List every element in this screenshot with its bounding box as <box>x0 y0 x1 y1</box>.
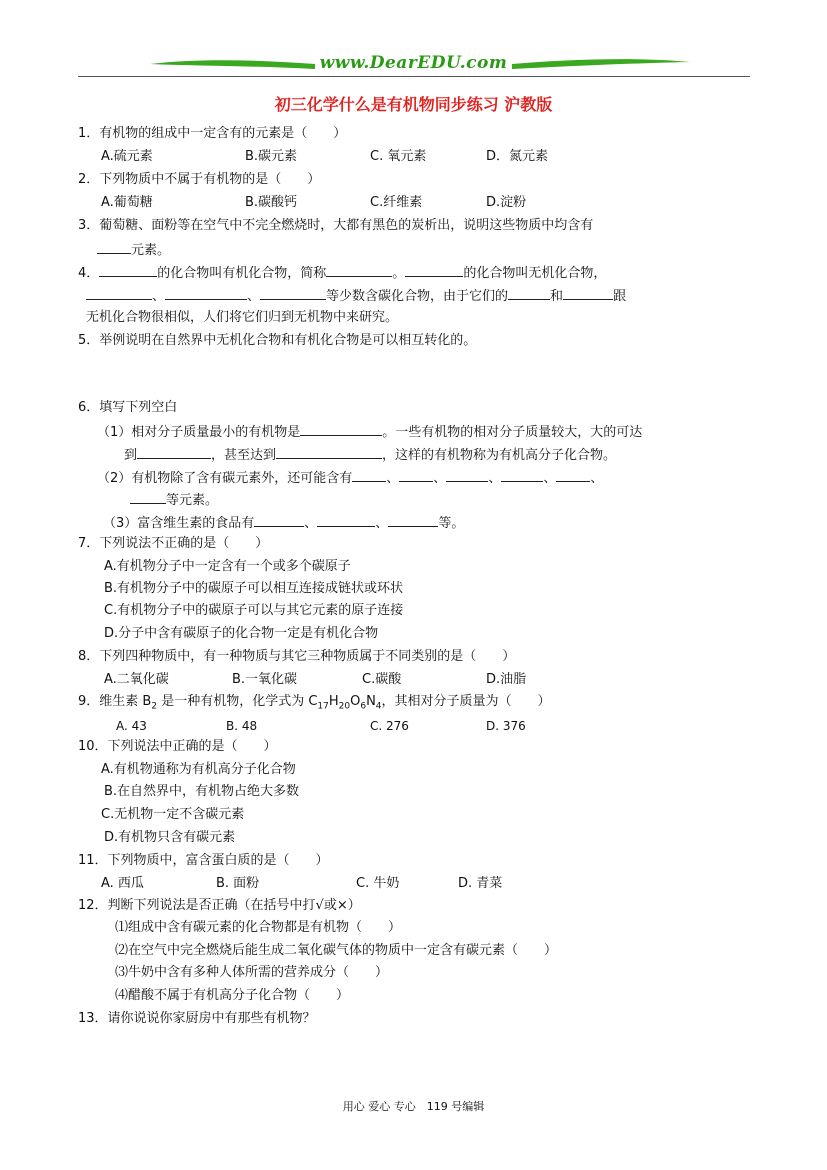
answer-blank[interactable] <box>563 286 613 300</box>
q8-stem: 8．下列四种物质中，有一种物质与其它三种物质属于不同类别的是（ ） <box>78 649 516 664</box>
q3-line2: 元素。 <box>97 240 170 260</box>
q4-line1: 4． 的化合物叫有机化合物，简称 。 的化合物叫无机化合物， <box>78 263 606 283</box>
q6-part2-line1: （2）有机物除了含有碳元素外，还可能含有 、 、 、 、 、 <box>97 468 603 488</box>
answer-blank[interactable] <box>97 240 131 254</box>
q9-option-d: D. 376 <box>486 719 526 733</box>
answer-blank[interactable] <box>254 513 304 527</box>
answer-blank[interactable] <box>388 513 438 527</box>
q1-option-b: B.碳元素 <box>245 149 298 164</box>
q7-option-d: D.分子中含有碳原子的化合物一定是有机化合物 <box>104 626 379 641</box>
q10-option-d: D.有机物只含有碳元素 <box>104 830 236 845</box>
q2-option-c: C.纤维素 <box>370 195 423 210</box>
q2-option-b: B.碳酸钙 <box>245 195 298 210</box>
q1-option-d: D．氮元素 <box>486 149 549 164</box>
q5-stem: 5．举例说明在自然界中无机化合物和有机化合物是可以相互转化的。 <box>78 333 477 348</box>
q9-option-b: B. 48 <box>226 719 258 733</box>
q8-option-d: D.油脂 <box>486 672 527 687</box>
q8-option-b: B.一氧化碳 <box>232 672 298 687</box>
q1-option-c: C. 氧元素 <box>370 149 427 164</box>
q6-part1-line2: 到 ，甚至达到 ，这样的有机物称为有机高分子化合物。 <box>124 445 616 465</box>
answer-blank[interactable] <box>352 468 386 482</box>
q10-stem: 10．下列说法中正确的是（ ） <box>78 739 277 754</box>
answer-blank[interactable] <box>317 513 375 527</box>
q11-option-b: B. 面粉 <box>216 876 260 891</box>
q9-option-a: A. 43 <box>116 719 147 733</box>
q11-option-c: C. 牛奶 <box>356 876 400 891</box>
answer-blank[interactable] <box>501 468 543 482</box>
q1-option-a: A.硫元素 <box>101 149 153 164</box>
header-divider <box>78 76 750 77</box>
q7-option-a: A.有机物分子中一定含有一个或多个碳原子 <box>104 559 351 574</box>
q12-item-1: ⑴组成中含有碳元素的化合物都是有机物（ ） <box>115 920 402 935</box>
q6-stem: 6．填写下列空白 <box>78 400 178 415</box>
q6-part1-line1: （1）相对分子质量最小的有机物是 。一些有机物的相对分子质量较大，大的可达 <box>97 422 642 442</box>
q6-part2-line2: 等元素。 <box>130 490 218 510</box>
q2-stem: 2．下列物质中不属于有机物的是（ ） <box>78 172 321 187</box>
q4-line2: 、 、 等少数含碳化合物，由于它们的 和 跟 <box>86 286 626 306</box>
q10-option-c: C.无机物一定不含碳元素 <box>101 807 245 822</box>
q10-option-b: B.在自然界中，有机物占绝大多数 <box>104 784 300 799</box>
answer-blank[interactable] <box>300 422 382 436</box>
q8-option-c: C.碳酸 <box>362 672 402 687</box>
page-title: 初三化学什么是有机物同步练习 沪教版 <box>274 95 553 114</box>
answer-blank[interactable] <box>326 263 392 277</box>
q7-stem: 7．下列说法不正确的是（ ） <box>78 536 269 551</box>
q12-item-4: ⑷醋酸不属于有机高分子化合物（ ） <box>115 988 350 1003</box>
answer-blank[interactable] <box>556 468 590 482</box>
answer-blank[interactable] <box>99 263 157 277</box>
q8-option-a: A.二氧化碳 <box>104 672 169 687</box>
q13-stem: 13．请你说说你家厨房中有那些有机物？ <box>78 1011 316 1026</box>
page-header <box>0 0 827 90</box>
q9-option-c: C. 276 <box>370 719 409 733</box>
answer-blank[interactable] <box>165 286 247 300</box>
q12-item-3: ⑶牛奶中含有多种人体所需的营养成分（ ） <box>115 965 389 980</box>
answer-blank[interactable] <box>405 263 463 277</box>
answer-blank[interactable] <box>130 490 166 504</box>
q3-line1: 3．葡萄糖、面粉等在空气中不完全燃烧时，大都有黑色的炭析出，说明这些物质中均含有 <box>78 218 594 233</box>
answer-blank[interactable] <box>86 286 152 300</box>
q1-stem: 1．有机物的组成中一定含有的元素是（ ） <box>78 126 347 141</box>
q2-option-a: A.葡萄糖 <box>101 195 153 210</box>
answer-blank[interactable] <box>137 445 211 459</box>
q11-option-d: D. 青菜 <box>458 876 503 891</box>
q11-stem: 11．下列物质中，富含蛋白质的是（ ） <box>78 853 329 868</box>
q10-option-a: A.有机物通称为有机高分子化合物 <box>101 762 296 777</box>
answer-blank[interactable] <box>260 286 326 300</box>
q12-stem: 12．判断下列说法是否正确（在括号中打√或×） <box>78 898 361 913</box>
q2-option-d: D.淀粉 <box>486 195 527 210</box>
q6-part3: （3）富含维生素的食品有 、 、 等。 <box>103 513 464 533</box>
answer-blank[interactable] <box>446 468 488 482</box>
site-logo: www.DearEDU.com <box>319 53 508 73</box>
q9-stem: 9．维生素 $B_2$ 是一种有机物，化学式为 $C_{17}H_{20}O_6N_4$，其相对分子质量为（ ） <box>78 694 551 712</box>
answer-blank[interactable] <box>276 445 382 459</box>
answer-blank[interactable] <box>508 286 550 300</box>
q12-item-2: ⑵在空气中完全燃烧后能生成二氧化碳气体的物质中一定含有碳元素（ ） <box>115 943 558 958</box>
q4-line3: 无机化合物很相似，人们将它们归到无机物中来研究。 <box>86 310 399 325</box>
page-footer: 用心 爱心 专心 119 号编辑 <box>342 1100 485 1113</box>
q7-option-b: B.有机物分子中的碳原子可以相互连接成链状或环状 <box>104 581 404 596</box>
q11-option-a: A. 西瓜 <box>101 876 144 891</box>
q7-option-c: C.有机物分子中的碳原子可以与其它元素的原子连接 <box>104 603 404 618</box>
answer-blank[interactable] <box>399 468 433 482</box>
